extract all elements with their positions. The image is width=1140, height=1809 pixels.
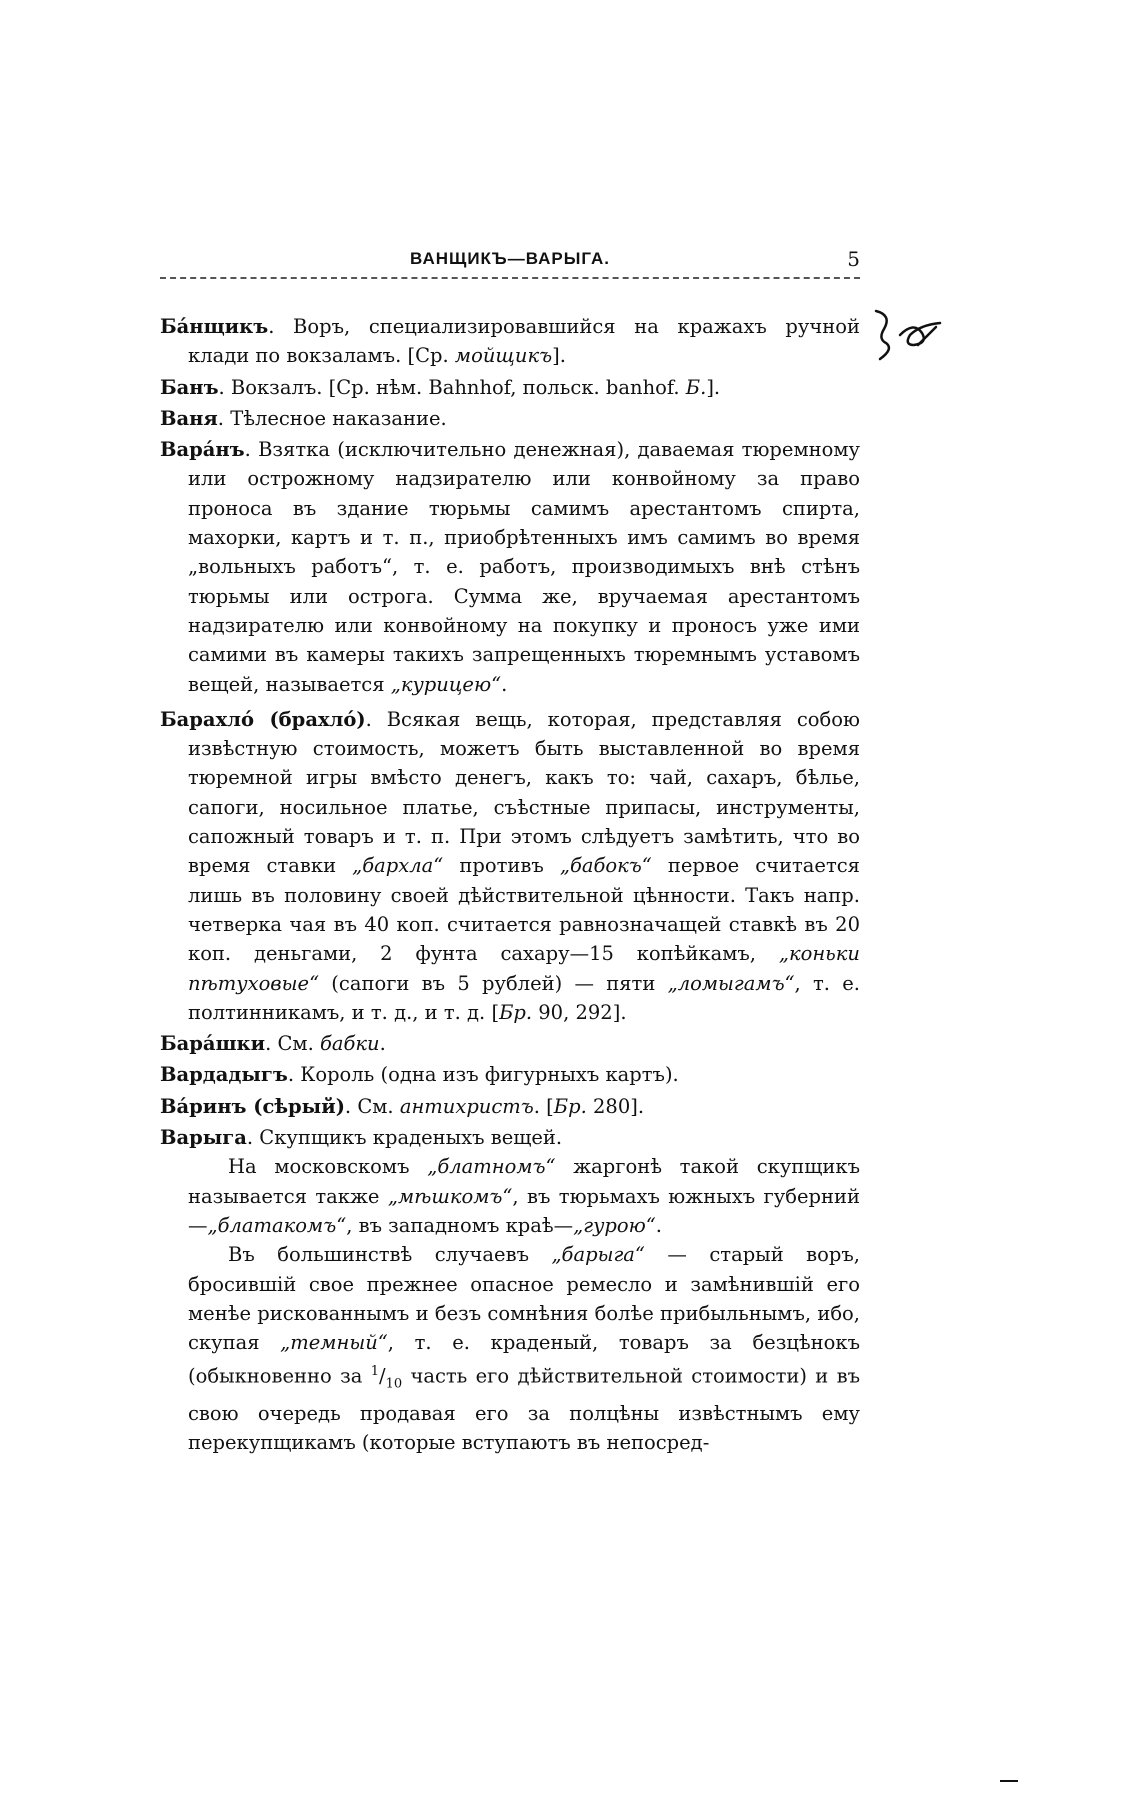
headword: Вáринъ (сѣрый) xyxy=(160,1094,345,1118)
entry-ban: Банъ. Вокзалъ. [Ср. нѣм. Bahnhof, польск. banhof. Б.]. xyxy=(160,375,721,399)
page-number: 5 xyxy=(847,247,860,271)
headword: Банъ xyxy=(160,375,219,399)
headword: Ваня xyxy=(160,406,218,430)
running-title: ВАНЩИКЪ—ВАРЫГА. xyxy=(410,249,610,268)
entry-vanya: Ваня. Тѣлесное наказание. xyxy=(160,406,447,430)
fraction-numerator: 1 xyxy=(370,1364,379,1380)
running-header xyxy=(160,247,860,279)
entry-varan: Варáнъ. Взятка (исключительно денежная), даваемая тюремному или острожному надзирателю или конвойному за право проноса въ здание тюрьмы самимъ арестантомъ спирта, махорки, картъ и т. п., приобрѣтенныхъ имъ самимъ во время „вольныхъ работъ“, т. е. работъ, производимыхъ внѣ стѣнъ тюрьмы или острога. Сумма же, вручаемая арестантомъ надзирателю или конвойному на покупку и проносъ уже ими самими въ камеры такихъ запрещенныхъ тюремнымъ уставомъ вещей, называется „курицею“. xyxy=(160,438,860,696)
page-edge-mark xyxy=(1000,1780,1018,1782)
entry-varin: Вáринъ (сѣрый). См. антихристъ. [Бр. 280]. xyxy=(160,1094,645,1118)
entry-barashki: Барáшки. См. бабки. xyxy=(160,1032,386,1056)
entry-banshchik: Бáнщикъ. Воръ, специализировавшийся на кражахъ ручной клади по вокзаламъ. [Ср. мойщикъ]. xyxy=(160,315,860,368)
headword: Вардадыгъ xyxy=(160,1063,288,1087)
varyga-paragraph-2: Въ большинствѣ случаевъ „барыга“ — старый воръ, бросившій свое прежнее опасное ремесло и замѣнившій его менѣе рискованнымъ и безъ сомнѣния болѣе прибыльнымъ, ибо, скупая „темный“, т. е. краденый, товаръ за безцѣнокъ (обыкновенно за $^1/_{10}$ часть его дѣйствительной стоимости) и въ свою очередь продавая его за полцѣны извѣстнымъ ему перекупщикамъ (которые вступаютъ въ непосред- xyxy=(188,1243,861,1455)
headword: Барáшки xyxy=(160,1032,266,1056)
entry-barakhlo: Барахлó (брахлó). Всякая вещь, которая, представляя собою извѣстную стоимость, можетъ быть выставленной во время тюремной игры вмѣсто денегъ, какъ то: чай, сахаръ, бѣлье, сапоги, носильное платье, съѣстные припасы, инструменты, сапожный товаръ и т. п. При этомъ слѣдуетъ замѣтить, что во время ставки „бархла“ противъ „бабокъ“ первое считается лишь въ половину своей дѣйствительной цѣнности. Такъ напр. четверка чая въ 40 коп. считается равнозначащей ставкѣ въ 20 коп. деньгами, 2 фунта сахару—15 копѣйкамъ, „коньки пѣтуховые“ (сапоги въ 5 рублей) — пяти „ломыгамъ“, т. е. полтинникамъ, и т. д., и т. д. [Бр. 90, 292]. xyxy=(160,707,860,1024)
headword: Барахлó (брахлó) xyxy=(160,707,366,731)
headword: Варáнъ xyxy=(160,438,245,462)
entry-varyga: Варыга. Скупщикъ краденыхъ вещей. xyxy=(160,1126,563,1150)
fraction-denominator: 10 xyxy=(385,1376,403,1392)
dictionary-body xyxy=(160,312,860,1458)
varyga-paragraph-1: На московскомъ „блатномъ“ жаргонѣ такой скупщикъ называется также „мѣшкомъ“, въ тюрьмахъ южныхъ губерний —„блатакомъ“, въ западномъ краѣ—„гурою“. xyxy=(188,1155,861,1237)
headword: Бáнщикъ xyxy=(160,315,269,338)
handwritten-annotation-icon xyxy=(870,305,950,365)
entry-vardadyg: Вардадыгъ. Король (одна изъ фигурныхъ картъ). xyxy=(160,1063,679,1087)
headword: Варыга xyxy=(160,1126,247,1150)
